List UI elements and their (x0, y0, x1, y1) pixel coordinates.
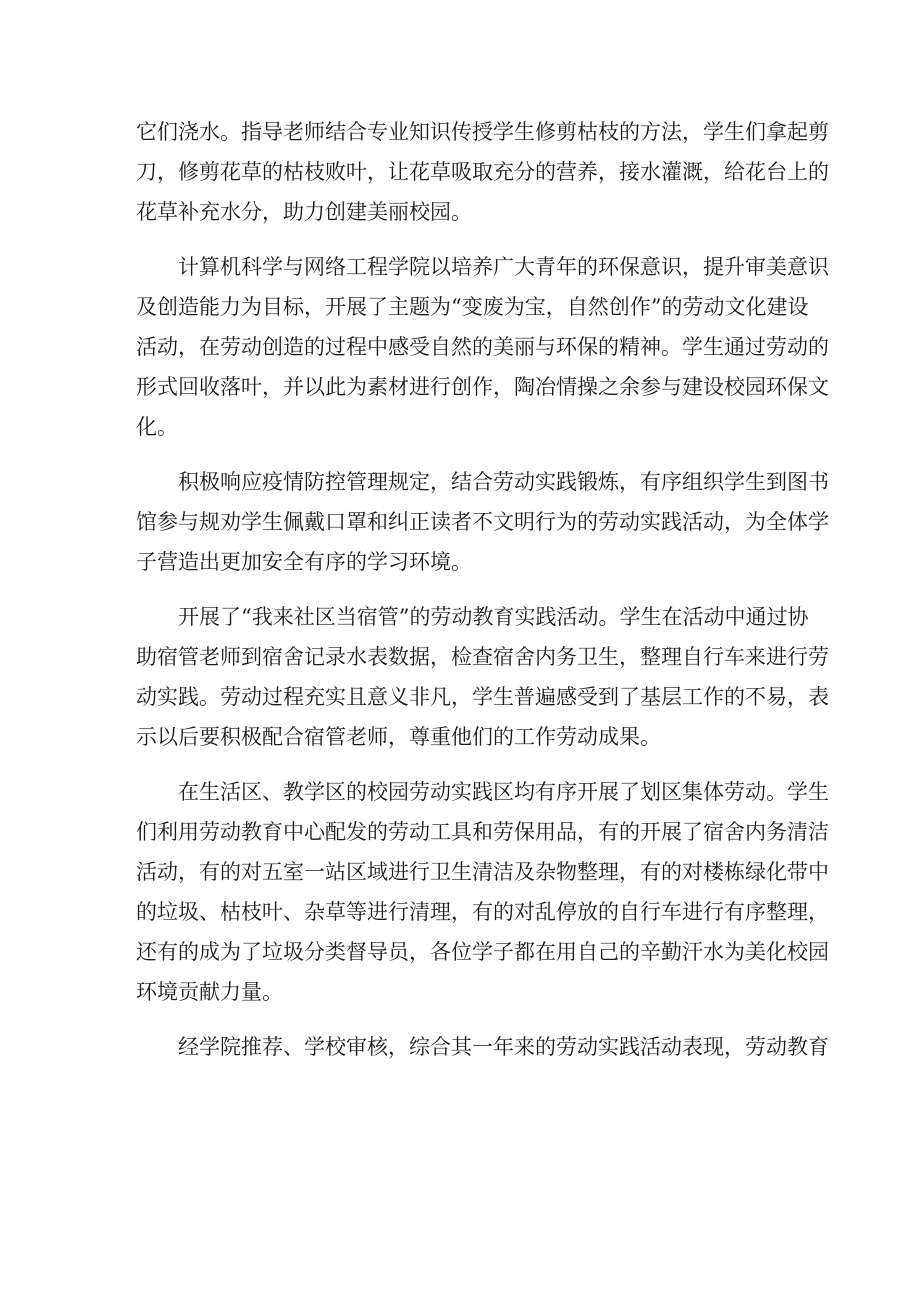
text-line: 花草补充水分，助力创建美丽校园。 (136, 200, 472, 224)
paragraph-watering-continuation (136, 112, 829, 232)
text-line: 还有的成为了垃圾分类督导员，各位学子都在用自己的辛勤汗水为美化校园 (136, 940, 829, 964)
text-line: 刀，修剪花草的枯枝败叶，让花草吸取充分的营养，接水灌溉，给花台上的 (136, 160, 829, 184)
text-line: 开展了“我来社区当宿管”的劳动教育实践活动。学生在活动中通过协 (178, 605, 809, 629)
text-line: 活动，有的对五室一站区域进行卫生清洁及杂物整理，有的对楼栋绿化带中 (136, 860, 829, 884)
text-line: 环境贡献力量。 (136, 980, 283, 1004)
document-body (136, 112, 829, 1082)
text-line: 及创造能力为目标，开展了主题为“变废为宝，自然创作”的劳动文化建设 (136, 295, 809, 319)
paragraph-library-epidemic (136, 462, 829, 582)
text-line: 计算机科学与网络工程学院以培养广大青年的环保意识，提升审美意识 (178, 255, 829, 279)
text-line: 积极响应疫情防控管理规定，结合劳动实践锻炼，有序组织学生到图书 (178, 470, 829, 494)
text-line: 化。 (136, 415, 178, 439)
paragraph-recommendation (136, 1027, 829, 1067)
text-line: 的垃圾、枯枝叶、杂草等进行清理，有的对乱停放的自行车进行有序整理， (136, 900, 829, 924)
text-line: 馆参与规劝学生佩戴口罩和纠正读者不文明行为的劳动实践活动，为全体学 (136, 510, 829, 534)
paragraph-campus-labor-zones (136, 772, 829, 1012)
text-line: 动实践。劳动过程充实且意义非凡，学生普遍感受到了基层工作的不易，表 (136, 685, 829, 709)
text-line: 在生活区、教学区的校园劳动实践区均有序开展了划区集体劳动。学生 (178, 780, 829, 804)
paragraph-computer-science-college (136, 247, 829, 447)
text-line: 子营造出更加安全有序的学习环境。 (136, 550, 472, 574)
text-line: 形式回收落叶，并以此为素材进行创作，陶冶情操之余参与建设校园环保文 (136, 375, 829, 399)
text-line: 助宿管老师到宿舍记录水表数据，检查宿舍内务卫生，整理自行车来进行劳 (136, 645, 829, 669)
text-line: 们利用劳动教育中心配发的劳动工具和劳保用品，有的开展了宿舍内务清洁 (136, 820, 829, 844)
text-line: 活动，在劳动创造的过程中感受自然的美丽与环保的精神。学生通过劳动的 (136, 335, 829, 359)
paragraph-dorm-manager (136, 597, 829, 757)
text-line: 经学院推荐、学校审核，综合其一年来的劳动实践活动表现，劳动教育 (178, 1035, 829, 1059)
text-line: 它们浇水。指导老师结合专业知识传授学生修剪枯枝的方法，学生们拿起剪 (136, 120, 829, 144)
text-line: 示以后要积极配合宿管老师，尊重他们的工作劳动成果。 (136, 725, 661, 749)
